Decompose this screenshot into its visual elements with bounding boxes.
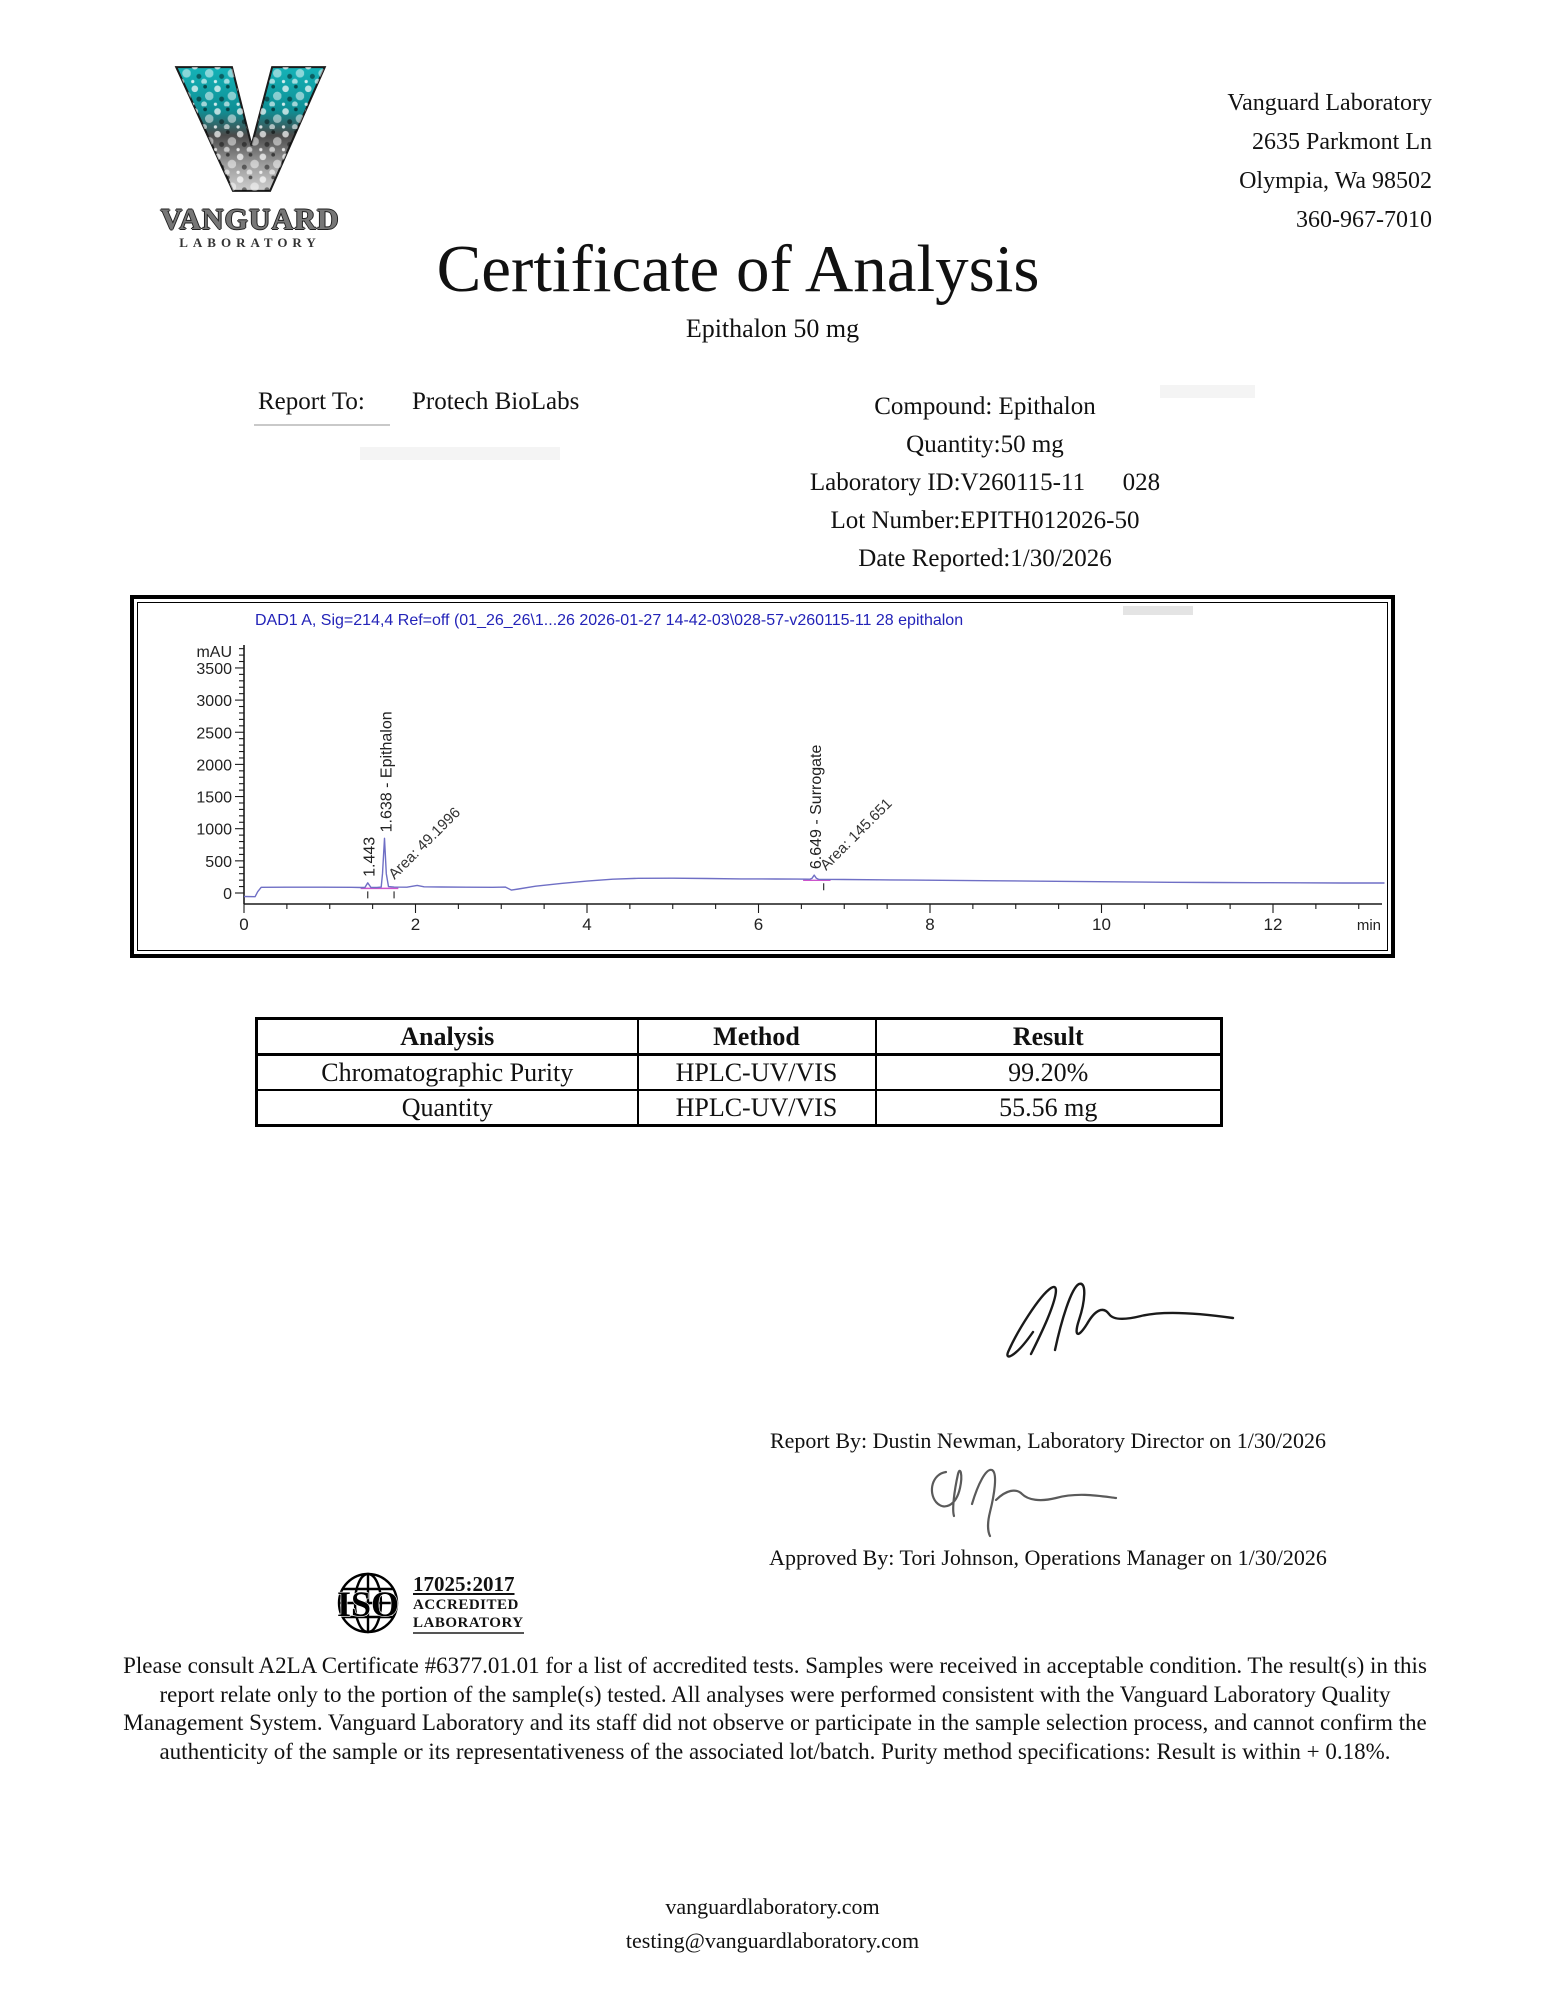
x-tick-label: 12 [1263,915,1283,934]
report-to-value: Protech BioLabs [412,388,580,415]
y-tick-label: 1000 [196,821,232,839]
cell-analysis: Chromatographic Purity [257,1055,638,1091]
header-method: Method [638,1019,876,1055]
cell-result: 99.20% [876,1055,1222,1091]
page-title: Certificate of Analysis [436,232,1040,306]
y-tick-label: 0 [223,886,232,903]
title-block [0,234,1476,304]
chromatogram-chart [138,603,1387,950]
iso-globe-text: ISO [336,1584,400,1624]
iso-accredited: ACCREDITED [413,1597,519,1613]
detail-compound: Compound: Epithalon [874,393,1096,420]
detail-lot-number: Lot Number:EPITH012026-50 [830,507,1140,534]
footer-email: testing@vanguardlaboratory.com [625,1928,920,1953]
y-tick-label: 1500 [196,789,232,807]
peak-label: 6.649 - Surrogate [808,744,826,870]
y-tick-label: 2000 [196,757,232,775]
table-row [257,1055,1222,1091]
vanguard-v-logo-icon [168,60,333,198]
report-signature-image [995,1262,1255,1372]
x-tick-label: 2 [410,915,421,934]
cell-result: 55.56 mg [876,1090,1222,1126]
y-tick-label: 3500 [196,660,232,678]
peak-area-label: Area: 49.1996 [385,804,464,883]
chart-title: DAD1 A, Sig=214,4 Ref=off (01_26_26\1...26 2026-01-27 14-42-03\028-57-v260115-11 28 epithalon [255,612,964,629]
y-tick-label: 2500 [196,725,232,743]
approved-signature-image [920,1444,1150,1544]
report-to-label: Report To: [258,388,365,415]
lab-street: 2635 Parkmont Ln [1252,129,1432,155]
y-tick-label: 3000 [196,693,232,711]
results-table [255,1017,1223,1127]
lab-phone: 360-967-7010 [1296,207,1432,233]
scan-artifact [1160,385,1255,398]
x-tick-label: 4 [582,915,592,934]
header-result: Result [876,1019,1222,1055]
approved-by-line: Approved By: Tori Johnson, Operations Manager on 1/30/2026 [769,1545,1327,1570]
table-row [257,1090,1222,1126]
report-by-line: Report By: Dustin Newman, Laboratory Director on 1/30/2026 [769,1428,1326,1453]
vanguard-logo [150,60,350,251]
footer-website: vanguardlaboratory.com [665,1894,880,1919]
x-tick-label: 6 [753,915,764,934]
lab-address-block [1227,84,1432,240]
scan-artifact [1123,606,1193,615]
header-analysis: Analysis [257,1019,638,1055]
y-tick-label: 500 [205,853,232,871]
peak-label: 1.443 [361,836,379,877]
peak-area-label: Area: 145.651 [816,795,896,874]
report-to-underline [254,424,390,426]
disclaimer-text: Please consult A2LA Certificate #6377.01.01 for a list of accredited tests. Samples were received in acceptable condition. The result(s) in this report relate only to the portion of the sample(s) tested. All analyses were performed consistent with the Vanguard Laboratory Quality Management System. Vanguard Laboratory and its staff did not observe or participate in the sample selection process, and cannot confirm the authenticity of the sample or its representativeness of the associated lot/batch. Purity method specifications: Result is within + 0.18%. [123,1653,1427,1764]
chromatogram-inner-frame [137,602,1388,951]
iso-laboratory: LABORATORY [413,1615,524,1634]
table-header-row [257,1019,1222,1055]
iso-standard: 17025:2017 [413,1572,515,1596]
peak-label: 1.638 - Epithalon [378,711,396,833]
detail-quantity: Quantity:50 mg [906,431,1064,458]
footer-block [0,1890,1545,1958]
lab-name: Vanguard Laboratory [1227,90,1432,116]
vanguard-wordmark: VANGUARD [160,203,340,236]
page-subtitle: Epithalon 50 mg [685,314,860,343]
chromatogram-frame [130,595,1395,958]
iso-accreditation-block [333,1570,524,1636]
cell-method: HPLC-UV/VIS [638,1055,876,1091]
cell-method: HPLC-UV/VIS [638,1090,876,1126]
vanguard-wordmark-sub: LABORATORY [179,235,321,250]
detail-laboratory-id: Laboratory ID:V260115-11 028 [809,469,1161,496]
sample-details-block [735,388,1235,578]
y-axis-unit-label: mAU [196,644,232,661]
scan-artifact [360,447,560,460]
detail-date-reported: Date Reported:1/30/2026 [858,545,1112,572]
iso-globe-icon [333,1570,403,1636]
x-tick-label: 0 [239,915,249,934]
x-axis-unit-label: min [1356,917,1381,934]
x-tick-label: 8 [925,915,935,934]
lab-city: Olympia, Wa 98502 [1239,168,1432,194]
cell-analysis: Quantity [257,1090,638,1126]
x-tick-label: 10 [1092,915,1111,934]
